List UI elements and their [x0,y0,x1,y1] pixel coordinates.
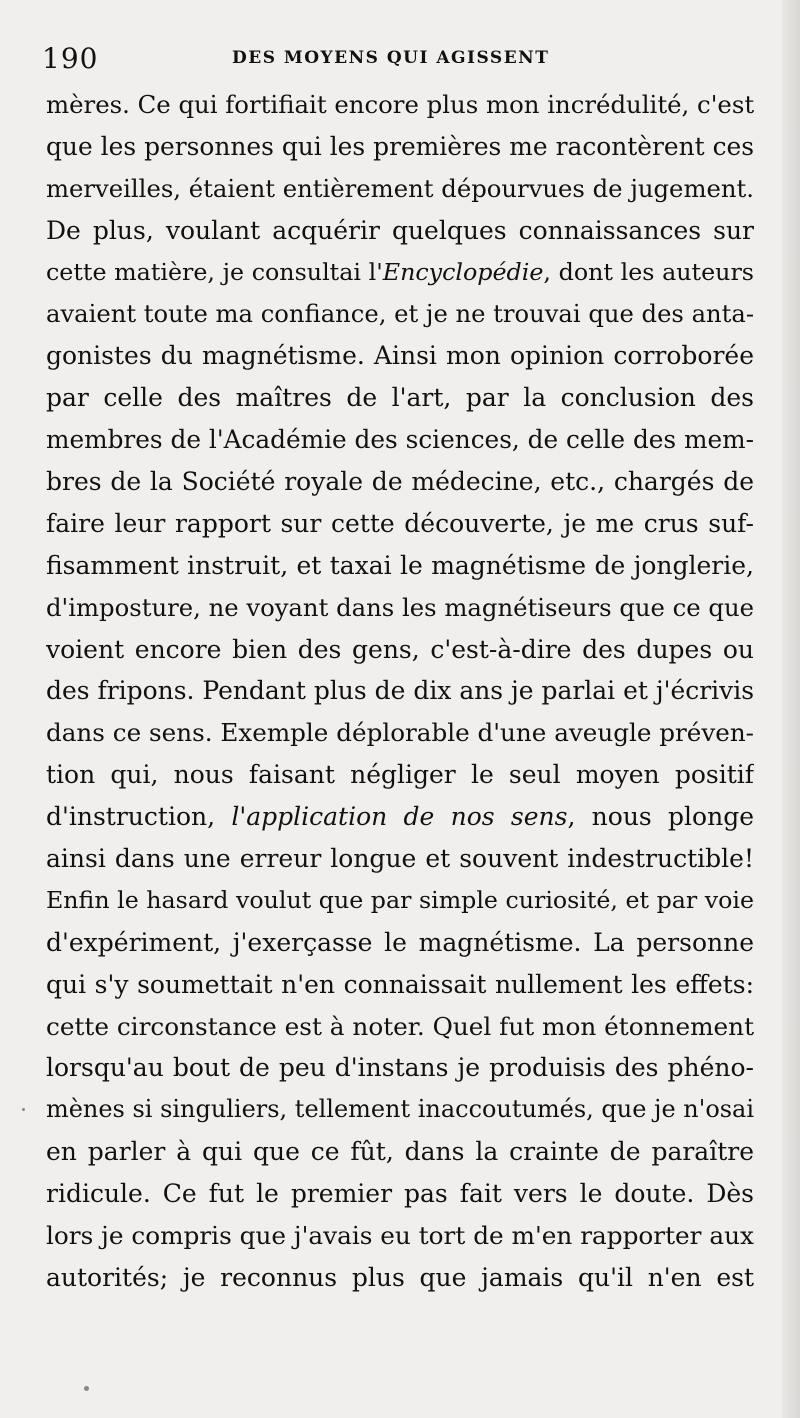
text-line [46,168,754,210]
text-line [46,670,754,712]
italic-text: Encyclopédie [382,257,544,286]
text-segment: cette circonstance est à noter. Quel fut mon étonnement [46,1011,754,1041]
text-segment: De plus, voulant acquérir quelques connaissances sur [46,215,754,245]
text-line [46,293,754,335]
text-line [46,587,754,629]
text-segment: lorsqu'au bout de peu d'instans je produisis des phéno- [46,1053,754,1083]
text-line [46,922,754,964]
page-edge-shadow [782,0,800,1418]
text-line [46,252,754,294]
text-line [46,1131,754,1173]
paper-speck [84,1386,89,1391]
text-segment: avaient toute ma confiance, et je ne trouvai que des anta- [46,299,754,329]
text-line [46,880,754,922]
page-number: 190 [42,42,99,75]
text-segment: d'instruction, [46,802,232,832]
text-line [46,796,754,838]
text-line [46,1257,754,1299]
text-segment: mènes si singuliers, tellement inaccoutumés, que je n'osai [46,1095,754,1124]
italic-text: l'application de nos sens [231,802,568,832]
text-segment: d'expériment, j'exerçasse le magnétisme. La personne [46,927,754,957]
running-head: DES MOYENS QUI AGISSENT [232,48,550,68]
text-segment: que les personnes qui les premières me racontèrent ces [46,131,754,161]
page-header [42,40,762,76]
paper-speck [22,1108,25,1111]
text-segment: ridicule. Ce fut le premier pas fait vers le doute. Dès [46,1179,754,1209]
text-segment: par celle des maîtres de l'art, par la conclusion des [46,383,754,413]
text-line [46,503,754,545]
text-line [46,377,754,419]
text-segment: dans ce sens. Exemple déplorable d'une aveugle préven- [46,718,754,748]
text-line [46,1089,754,1131]
text-line [46,964,754,1006]
text-segment: merveilles, étaient entièrement dépourvues de jugement. [46,173,754,203]
text-line [46,419,754,461]
text-segment: , dont les auteurs [543,257,754,286]
text-line [46,1006,754,1048]
text-segment: lors je compris que j'avais eu tort de m'en rapporter aux [46,1221,754,1251]
text-line [46,84,754,126]
text-segment: tion qui, nous faisant négliger le seul moyen positif [46,760,754,790]
text-line [46,1215,754,1257]
text-segment: bres de la Société royale de médecine, etc., chargés de [46,467,754,497]
text-line [46,712,754,754]
text-segment: autorités; je reconnus plus que jamais qu'il n'en est [46,1262,754,1292]
text-line [46,629,754,671]
text-segment: gonistes du magnétisme. Ainsi mon opinion corroborée [46,341,754,371]
text-segment: en parler à qui que ce fût, dans la crainte de paraître [46,1137,754,1167]
text-segment: membres de l'Académie des sciences, de celle des mem- [46,425,754,455]
text-line [46,1047,754,1089]
text-segment: qui s'y soumettait n'en connaissait nullement les effets: [46,969,754,999]
text-line [46,1173,754,1215]
text-line [46,335,754,377]
text-segment: faire leur rapport sur cette découverte, je me crus suf- [46,508,754,538]
text-segment: fisamment instruit, et taxai le magnétisme de jonglerie, [46,550,754,580]
text-line [46,545,754,587]
text-segment: voient encore bien des gens, c'est-à-dire des dupes ou [46,634,754,664]
text-line [46,126,754,168]
text-line [46,754,754,796]
text-line [46,838,754,880]
text-line [46,210,754,252]
text-segment: mères. Ce qui fortifiait encore plus mon incrédulité, c'est [46,90,754,119]
text-segment: Enfin le hasard voulut que par simple curiosité, et par voie [46,885,754,914]
text-line [46,461,754,503]
text-segment: ainsi dans une erreur longue et souvent indestructible! [46,844,754,874]
text-segment: d'imposture, ne voyant dans les magnétiseurs que ce que [46,592,754,622]
text-segment: cette matière, je consultai l' [46,257,383,286]
body-text [46,84,754,1299]
text-segment: des fripons. Pendant plus de dix ans je parlai et j'écrivis [46,676,754,706]
text-segment: , nous plonge [567,802,754,832]
